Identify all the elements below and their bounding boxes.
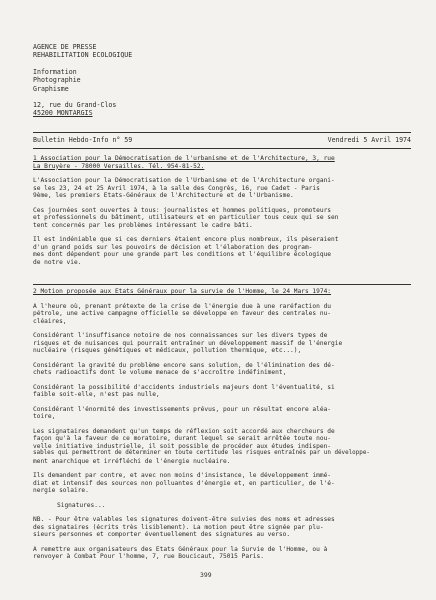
divider (33, 132, 411, 133)
section-2-title: 2 Motion proposée aux Etats Généraux pour la survie de l'Homme, le 24 Mars 1974: (33, 288, 332, 295)
section-1 (33, 155, 413, 273)
letterhead-line: Graphisme (33, 84, 69, 93)
letterhead-line: Information (33, 67, 77, 76)
letterhead-line: 12, rue du Grand-Clos (33, 101, 117, 110)
signatures-label: Signatures... (57, 501, 106, 509)
page-number: 399 (200, 571, 212, 579)
paragraph: Considérant l'énormité des investissements prévus, pour un résultat encore aléa- toire, (33, 405, 332, 420)
letterhead (33, 43, 132, 118)
paragraph: Considérant l'insuffisance notoire de nos connaissances sur les divers types de risques et de nuisances qui pourrait entraîner un développement massif de l'énergie nucléaire (risques génétiques et médicaux, pollution thermique, etc...), (33, 332, 343, 354)
paragraph: Considérant la possibilité d'accidents industriels majeurs dont l'éventualité, si faible soit-elle, n'est pas nulle, (33, 383, 335, 398)
divider (33, 148, 411, 149)
letterhead-line: 45200 MONTARGIS (33, 109, 93, 118)
bulletin-number: Bulletin Hebdo-Info n° 59 (33, 136, 133, 144)
letterhead-line: Photographie (33, 76, 81, 85)
section-2 (33, 288, 413, 568)
paragraph: Les signataires demandent qu'un temps de réflexion soit accordé aux chercheurs de façon qu'à la faveur de ce moratoire, durant lequel se serait arrêtée toute nou- velle initiative industrielle, il soit possible de procéder aux études indispen- sables qui permettront de déterminer en toute certitude les risques entraînés par un développe- ment anarchique et irréfléchi de l'énergie nucléaire. (33, 427, 370, 465)
section-1-title: 1 Association pour la Démocratisation de l'urbanisme et de l'Architecture, 3, rue La Bruyère - 78000 Versailles. Tél. 954-81-52. (33, 155, 335, 170)
paragraph: Considérant la gravité du problème encore sans solution, de l'élimination des dé- chets radioactifs dont le volume menace de s'accroître indéfiniment, (33, 361, 335, 376)
paragraph: A l'heure où, prenant prétexte de la crise de l'énergie due à une raréfaction du pétrole, une active campagne officielle se développe en faveur des centrales nu- cléaires, (33, 302, 332, 325)
divider (33, 284, 411, 285)
letterhead-line: REHABILITATION ECOLOGIQUE (33, 51, 133, 60)
paragraph: Ces journées sont ouvertes à tous: journalistes et hommes politiques, promoteurs et professionnels du bâtiment, utilisateurs et en particulier tous ceux qui se sen tent concernés par les problèmes intéressant le cadre bâti. (33, 206, 339, 229)
paragraph: L'Association pour la Démocratisation de l'Urbanisme et de l'Architecture organi- se les 23, 24 et 25 Avril 1974, à la salle des Congrès, 16, rue Cadet - Paris 9ème, les premiers Etats-Généraux de l'Architecture et de l'Urbanisme. (33, 177, 335, 199)
return-address: A remettre aux organisateurs des Etats Généraux pour la Survie de l'Homme, ou à renvoyer à Combat Pour l'homme, 7, rue Boucicaut, 75015 Paris. (33, 545, 328, 560)
letterhead-line: AGENCE DE PRESSE (33, 43, 97, 51)
bulletin-date: Vendredi 5 Avril 1974 (327, 136, 411, 144)
paragraph: Ils demandent par contre, et avec non moins d'insistance, le développement immé- diat et intensif des sources non polluantes d'énergie et, en particulier, de l'é- nergie solaire. (33, 472, 335, 494)
nota-bene: NB. - Pour être valables les signatures doivent-être suivies des noms et adresses des signataires (écrits très lisiblement). La motion peut être signée par plu- sieurs personnes et comporter éventuellement des signatures au verso. (33, 516, 335, 538)
paragraph: Il est indéniable que si ces derniers étaient encore plus nombreux, ils pèseraient d'un grand poids sur les pouvoirs de décision et l'élaboration des program- mes dont dépendent pour une grande part les conditions et l'équilibre écologique de notre vie. (33, 236, 339, 266)
